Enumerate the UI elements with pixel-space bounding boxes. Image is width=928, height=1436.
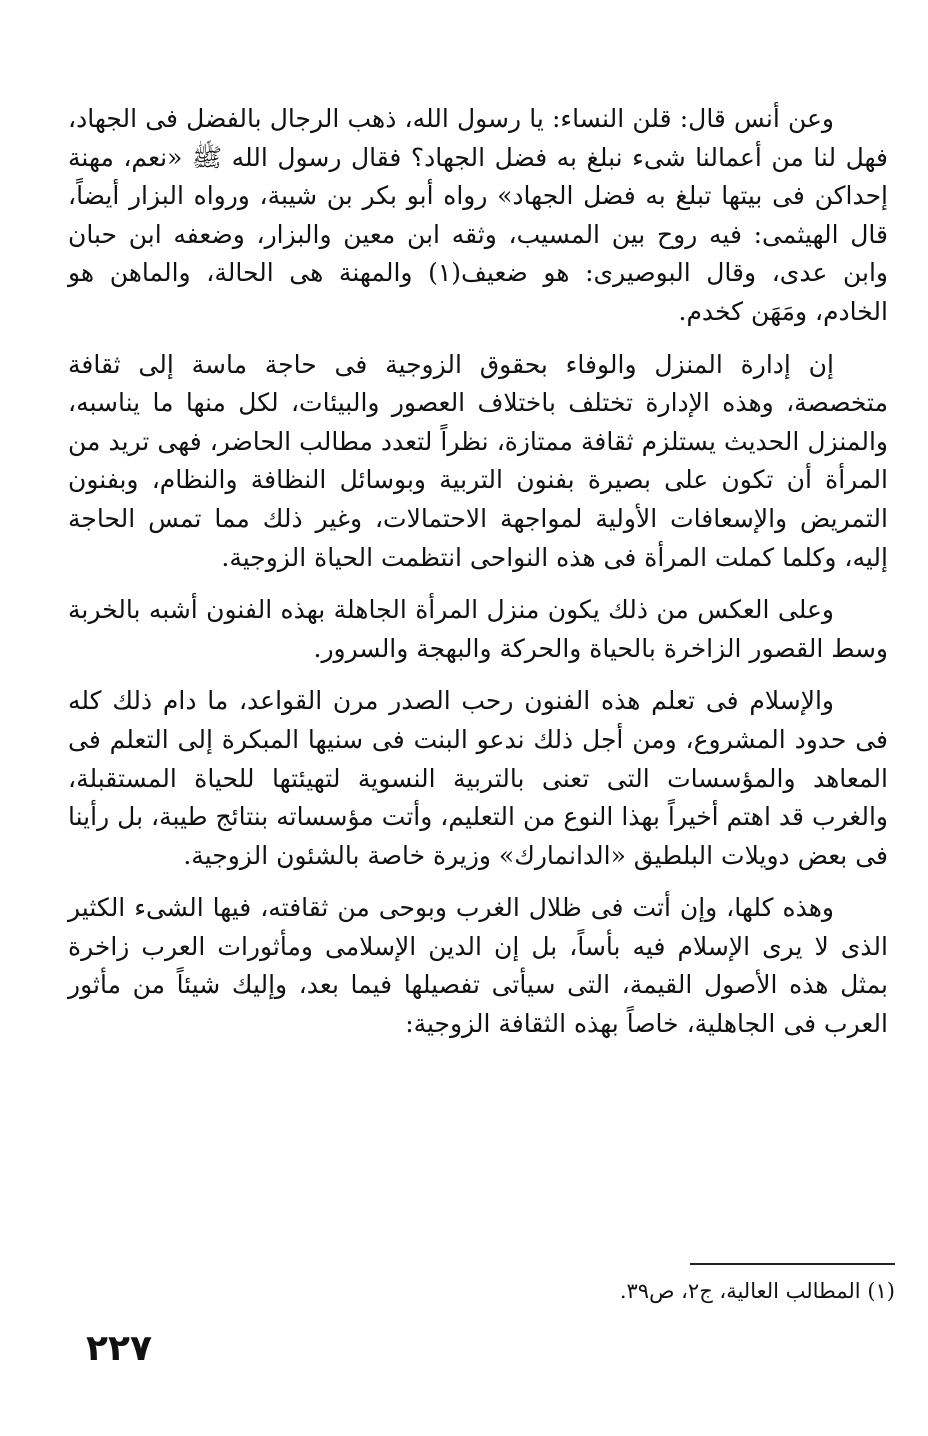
paragraph	[68, 346, 888, 578]
paragraph-text: وعن أنس قال: قلن النساء: يا رسول الله، ذهب الرجال بالفضل فى الجهاد، فهل لنا من أعمالنا شىء نبلغ به فضل الجهاد؟ فقال رسول الله ﷺ «نعم، مهنة إحداكن فى بيتها تبلغ به فضل الجهاد» رواه أبو بكر بن شيبة، ورواه البزار أيضاً، قال الهيثمى: فيه روح بين المسيب، وثقه ابن معين والبزار، وضعفه ابن حبان وابن عدى، وقال البوصيرى: هو ضعيف(١) والمهنة هى الحالة، والماهن هو الخادم، ومَهَن كخدم.	[68, 104, 888, 326]
paragraph	[68, 591, 888, 668]
paragraph-text: وهذه كلها، وإن أتت فى ظلال الغرب وبوحى من ثقافته، فيها الشىء الكثير الذى لا يرى الإسلام فيه بأساً، بل إن الدين الإسلامى ومأثورات العرب زاخرة بمثل هذه الأصول القيمة، التى سيأتى تفصيلها فيما بعد، وإليك شيئاً من مأثور العرب فى الجاهلية، خاصاً بهذه الثقافة الزوجية:	[68, 893, 888, 1039]
paragraph-text: وعلى العكس من ذلك يكون منزل المرأة الجاهلة بهذه الفنون أشبه بالخربة وسط القصور الزاخرة بالحياة والحركة والبهجة والسرور.	[68, 595, 888, 663]
paragraph	[68, 889, 888, 1043]
paragraph	[68, 100, 888, 332]
page-number: ٢٢٧	[86, 1328, 152, 1369]
footnote-separator	[690, 1263, 895, 1265]
paragraph	[68, 682, 888, 875]
paragraph-text: إن إدارة المنزل والوفاء بحقوق الزوجية فى حاجة ماسة إلى ثقافة متخصصة، وهذه الإدارة تختلف باختلاف العصور والبيئات، لكل منها ما يناسبه، والمنزل الحديث يستلزم ثقافة ممتازة، نظراً لتعدد مطالب الحاضر، فهى تريد من المرأة أن تكون على بصيرة بفنون التربية وبوسائل النظافة والنظام، وبفنون التمريض والإسعافات الأولية لمواجهة الاحتمالات، وغير ذلك مما تمس الحاجة إليه، وكلما كملت المرأة فى هذه النواحى انتظمت الحياة الزوجية.	[68, 349, 888, 572]
footnote: (١) المطالب العالية، ج٢، ص٣٩.	[619, 1279, 895, 1303]
main-text	[68, 100, 888, 1058]
paragraph-text: والإسلام فى تعلم هذه الفنون رحب الصدر مرن القواعد، ما دام ذلك كله فى حدود المشروع، ومن أجل ذلك ندعو البنت فى سنيها المبكرة إلى التعلم فى المعاهد والمؤسسات التى تعنى بالتربية النسوية لتهيئتها للحياة المستقبلة، والغرب قد اهتم أخيراً بهذا النوع من التعليم، وأتت مؤسساته بنتائج طيبة، بل رأينا فى بعض دويلات البلطيق «الدانمارك» وزيرة خاصة بالشئون الزوجية.	[68, 686, 888, 870]
